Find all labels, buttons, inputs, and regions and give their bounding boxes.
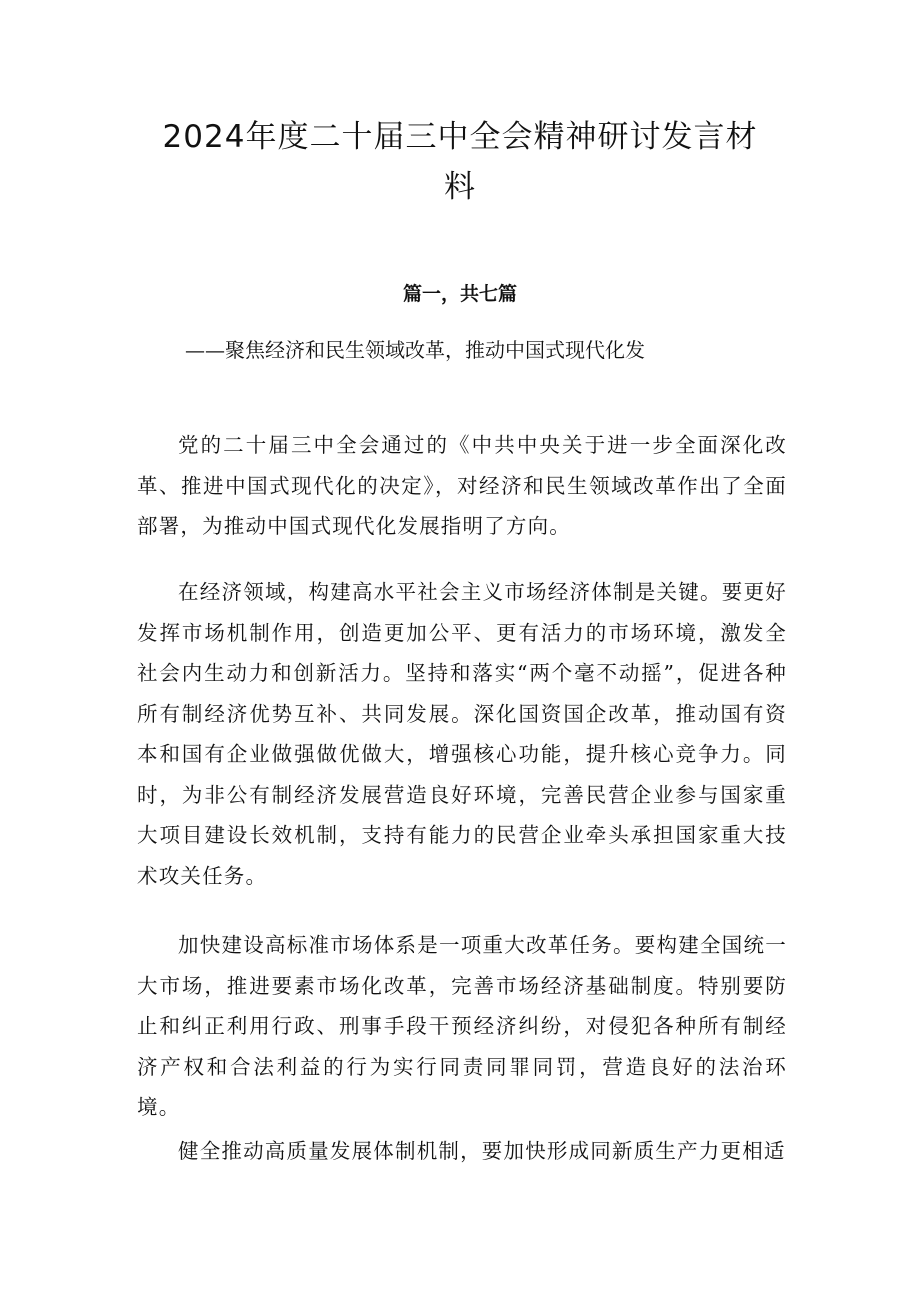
body-paragraph: 健全推动高质量发展体制机制，要加快形成同新质生产力更相适 [178,1139,786,1163]
body-paragraph: 党的二十届三中全会通过的《中共中央关于进一步全面深化改革、推进中国式现代化的决定》，对经济和民生领域改革作出了全面部署，为推动中国式现代化发展指明了方向。 [137,433,787,538]
section-heading: 篇一，共七篇 [402,283,517,305]
document-subtitle: ——聚焦经济和民生领域改革，推动中国式现代化发 [185,338,645,362]
body-paragraph: 在经济领域，构建高水平社会主义市场经济体制是关键。要更好发挥市场机制作用，创造更加公平、更有活力的市场环境，激发全社会内生动力和创新活力。坚持和落实“两个毫不动摇”，促进各种所有制经济优势互补、共同发展。深化国资国企改革，推动国有资本和国有企业做强做优做大，增强核心功能，提升核心竞争力。同时，为非公有制经济发展营造良好环境，完善民营企业参与国家重大项目建设长效机制，支持有能力的民营企业牵头承担国家重大技术攻关任务。 [137,580,787,888]
body-paragraph: 加快建设高标准市场体系是一项重大改革任务。要构建全国统一大市场，推进要素市场化改革，完善市场经济基础制度。特别要防止和纠正利用行政、刑事手段干预经济纠纷，对侵犯各种所有制经济产权和合法利益的行为实行同责同罪同罚，营造良好的法治环境。 [137,933,787,1119]
document-title: 2024年度二十届三中全会精神研讨发言材料 [162,119,758,205]
